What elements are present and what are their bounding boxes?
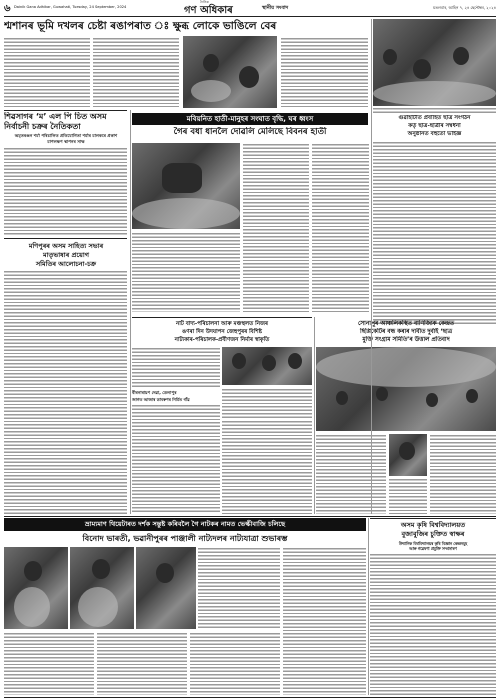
- column-divider: [314, 317, 315, 514]
- sonapur-small-photo: [389, 434, 427, 476]
- paper-name: গণ অধিকাৰ: [184, 5, 233, 16]
- drama-headline-2: ঙণৰা দিন উদযাপন জেহুপুৰৰ বিশিষ্ট: [182, 329, 262, 335]
- elephant-body-col3: [312, 143, 369, 313]
- lead-body-col3: [281, 37, 368, 107]
- bottom-body-col5: [190, 632, 280, 695]
- drama-headline-3: নাট্যকাৰ-পৰিচালক-প্ৰবীণজন নিৰ্মাৰ স্বাকৃতি: [174, 337, 270, 343]
- lead-body-col2: [93, 37, 179, 107]
- school-headline-text: শিৱসাগৰ ‘ম’ এল পি চিত অসম নিৰ্বাচনী চক্ৰৰ নৈতিকতা: [4, 112, 107, 131]
- section-name: স্থানীয় সংবাদ: [262, 5, 289, 11]
- literary-headline-1: মণিপুৰৰ অসম সাহিত্য সভাৰ: [28, 242, 104, 250]
- school-subhead-text: অমৃতৰঞ্জন শৰ্মা পৰিচালিত প্ৰতিযোগিতা শৰ্মাৰ চালকৰে প্ৰকাশ: [14, 133, 118, 138]
- elephant-body-col1: [132, 232, 240, 312]
- protest-headline-1: গুৱাহাটীত প্ৰবাহিত ছাত্ৰ সংগঠন: [398, 115, 471, 121]
- agri-headline-2: বুজাবুজিৰ চুক্তিত স্বাক্ষৰ: [401, 530, 465, 538]
- agri-top-rule: [370, 518, 496, 519]
- bottom-photo-2: [70, 547, 134, 629]
- drama-top-rule: [132, 317, 312, 318]
- school-subhead-2: চাপলক্ষণ স্থাপনৰ সাক্ষ: [47, 138, 85, 144]
- agri-body: [370, 553, 496, 695]
- literary-headline-3: সমিতিৰ আলোচনা-চক্ৰ: [35, 260, 97, 268]
- school-headline: [4, 112, 128, 132]
- agri-headline-1: অসম কৃষি বিশ্ববিদ্যালয়ত: [400, 521, 466, 529]
- literary-body: [4, 270, 127, 514]
- school-body: [4, 147, 127, 235]
- protest-body: [373, 141, 496, 324]
- drama-photo: [222, 347, 312, 385]
- drama-body-col2: [222, 388, 312, 418]
- drama-body-col1: [132, 347, 220, 387]
- lead-photo: [183, 36, 277, 108]
- sonapur-body-col3: [430, 434, 496, 514]
- school-top-rule: [4, 110, 127, 111]
- drama-byline: বীৰনাৰায়ণ দেৱা, ডেলাপুৰ: [132, 390, 177, 395]
- page-bottom-rule: [4, 697, 496, 698]
- dateline: Dainik Gana Adhikar, Guwahati, Tuesday, 24 September, 2024: [14, 5, 127, 9]
- agri-subhead-1: উদ্যানিক বিশ্ববিদ্যালয়ৰ কৃষি বিজ্ঞান কেন্দ্ৰসমূহ: [398, 541, 468, 546]
- drama-body-col4: [222, 420, 312, 514]
- protest-photo-caption: [373, 107, 496, 114]
- lead-headline: শ্মশানৰ ভূমি দখলৰ চেষ্টা ৰঙাপৰাত ঃ ক্ষুব্ধ লোকে ভাঙিলে বেৰ: [4, 20, 277, 32]
- bottom-body-col3: [4, 632, 94, 695]
- protest-photo: [373, 19, 496, 106]
- section-divider: [4, 516, 496, 517]
- column-divider: [371, 19, 372, 514]
- bottom-body-col4: [97, 632, 187, 695]
- sonapur-photo: [316, 347, 496, 431]
- literary-headline-2: মাতৃভাষাৰ প্ৰয়োগ: [43, 251, 89, 259]
- drama-headline-1: নাট বাদ্য-পৰিচালনা আৰু মঞ্চস্থলত নিজৰ: [175, 321, 269, 327]
- lead-body-col1: [4, 37, 90, 107]
- literary-top-rule: [4, 238, 127, 239]
- bottom-headline: বিনোদ ভাৰতী, ভৱানীপুৰৰ পাঞ্জালী নাট্যদলৰ নাট্যযাত্ৰা শুভাৰম্ভ: [82, 534, 288, 543]
- masthead-divider: [4, 16, 496, 17]
- sonapur-headline-2: ছিপ্লিকেটিৰ বন্ধ কৰাৰ দাবীত দুৰ্বাই ‘ছাত্ৰ: [359, 329, 452, 335]
- sonapur-body-col1: [316, 434, 386, 514]
- bottom-banner: ভ্ৰাম্যমাণ থিয়েটাৰত দৰ্শক সন্তুষ্ট কৰিবলৈ গৈ নাটকৰ নামত ভেল্কীবাজি চলিছে: [4, 518, 366, 531]
- elephant-banner: মবিয়নিত হাতী-মানুহৰ সংঘাত বৃদ্ধি, ঘৰ ধ্বংস: [132, 113, 368, 125]
- column-divider: [368, 518, 369, 695]
- protest-headline-3: অনুষ্ঠানত বহুতো ভাইজ্ঞ: [407, 131, 462, 137]
- school-subhead: [4, 133, 128, 144]
- bottom-photo-3: [136, 547, 196, 629]
- sonapur-body-col2: [389, 478, 427, 514]
- sonapur-headline-3: মুক্তি সংগ্ৰাম সমিতি’ৰ উত্তাল প্ৰতিবাদ: [362, 337, 450, 343]
- bottom-photo-1: [4, 547, 68, 629]
- elephant-photo: [132, 143, 240, 229]
- assamese-date: মঙলবাৰ, আহিন ৭, ২৪ ছেপ্টেম্বৰ, ২০২৪: [433, 5, 496, 10]
- drama-body-col3: [132, 404, 220, 514]
- protest-headline-2: কৰ্তৃ ছাত্ৰ-ছাত্ৰীৰ সম্বৰ্ধনা: [408, 123, 461, 129]
- elephant-body-col2: [243, 143, 309, 313]
- masthead: [0, 0, 500, 14]
- elephant-headline: গৈৰ বধা ধানলৈ দোৱলি মেলিছে বিবনৰ হাতী: [173, 127, 327, 137]
- drama-subhead: জাগত আজাৰ ডাবৰুণৰ নিৰ্মিত গাঁৱ: [132, 397, 190, 402]
- bottom-body-col2: [283, 547, 366, 695]
- page-number: ৬: [4, 3, 11, 14]
- bottom-body-col1: [198, 547, 280, 629]
- column-divider: [130, 110, 131, 514]
- masthead-small-logo: দৈনিক: [200, 0, 209, 4]
- sonapur-headline-1: সোনাপুৰ আঞ্চলিকস্থিত বাণিজ্যিক কেন্দ্ৰত: [357, 321, 455, 327]
- agri-subhead-2: আৰু গৱেষণা প্ৰযুক্তি সম্প্ৰসাৰণ: [409, 546, 457, 551]
